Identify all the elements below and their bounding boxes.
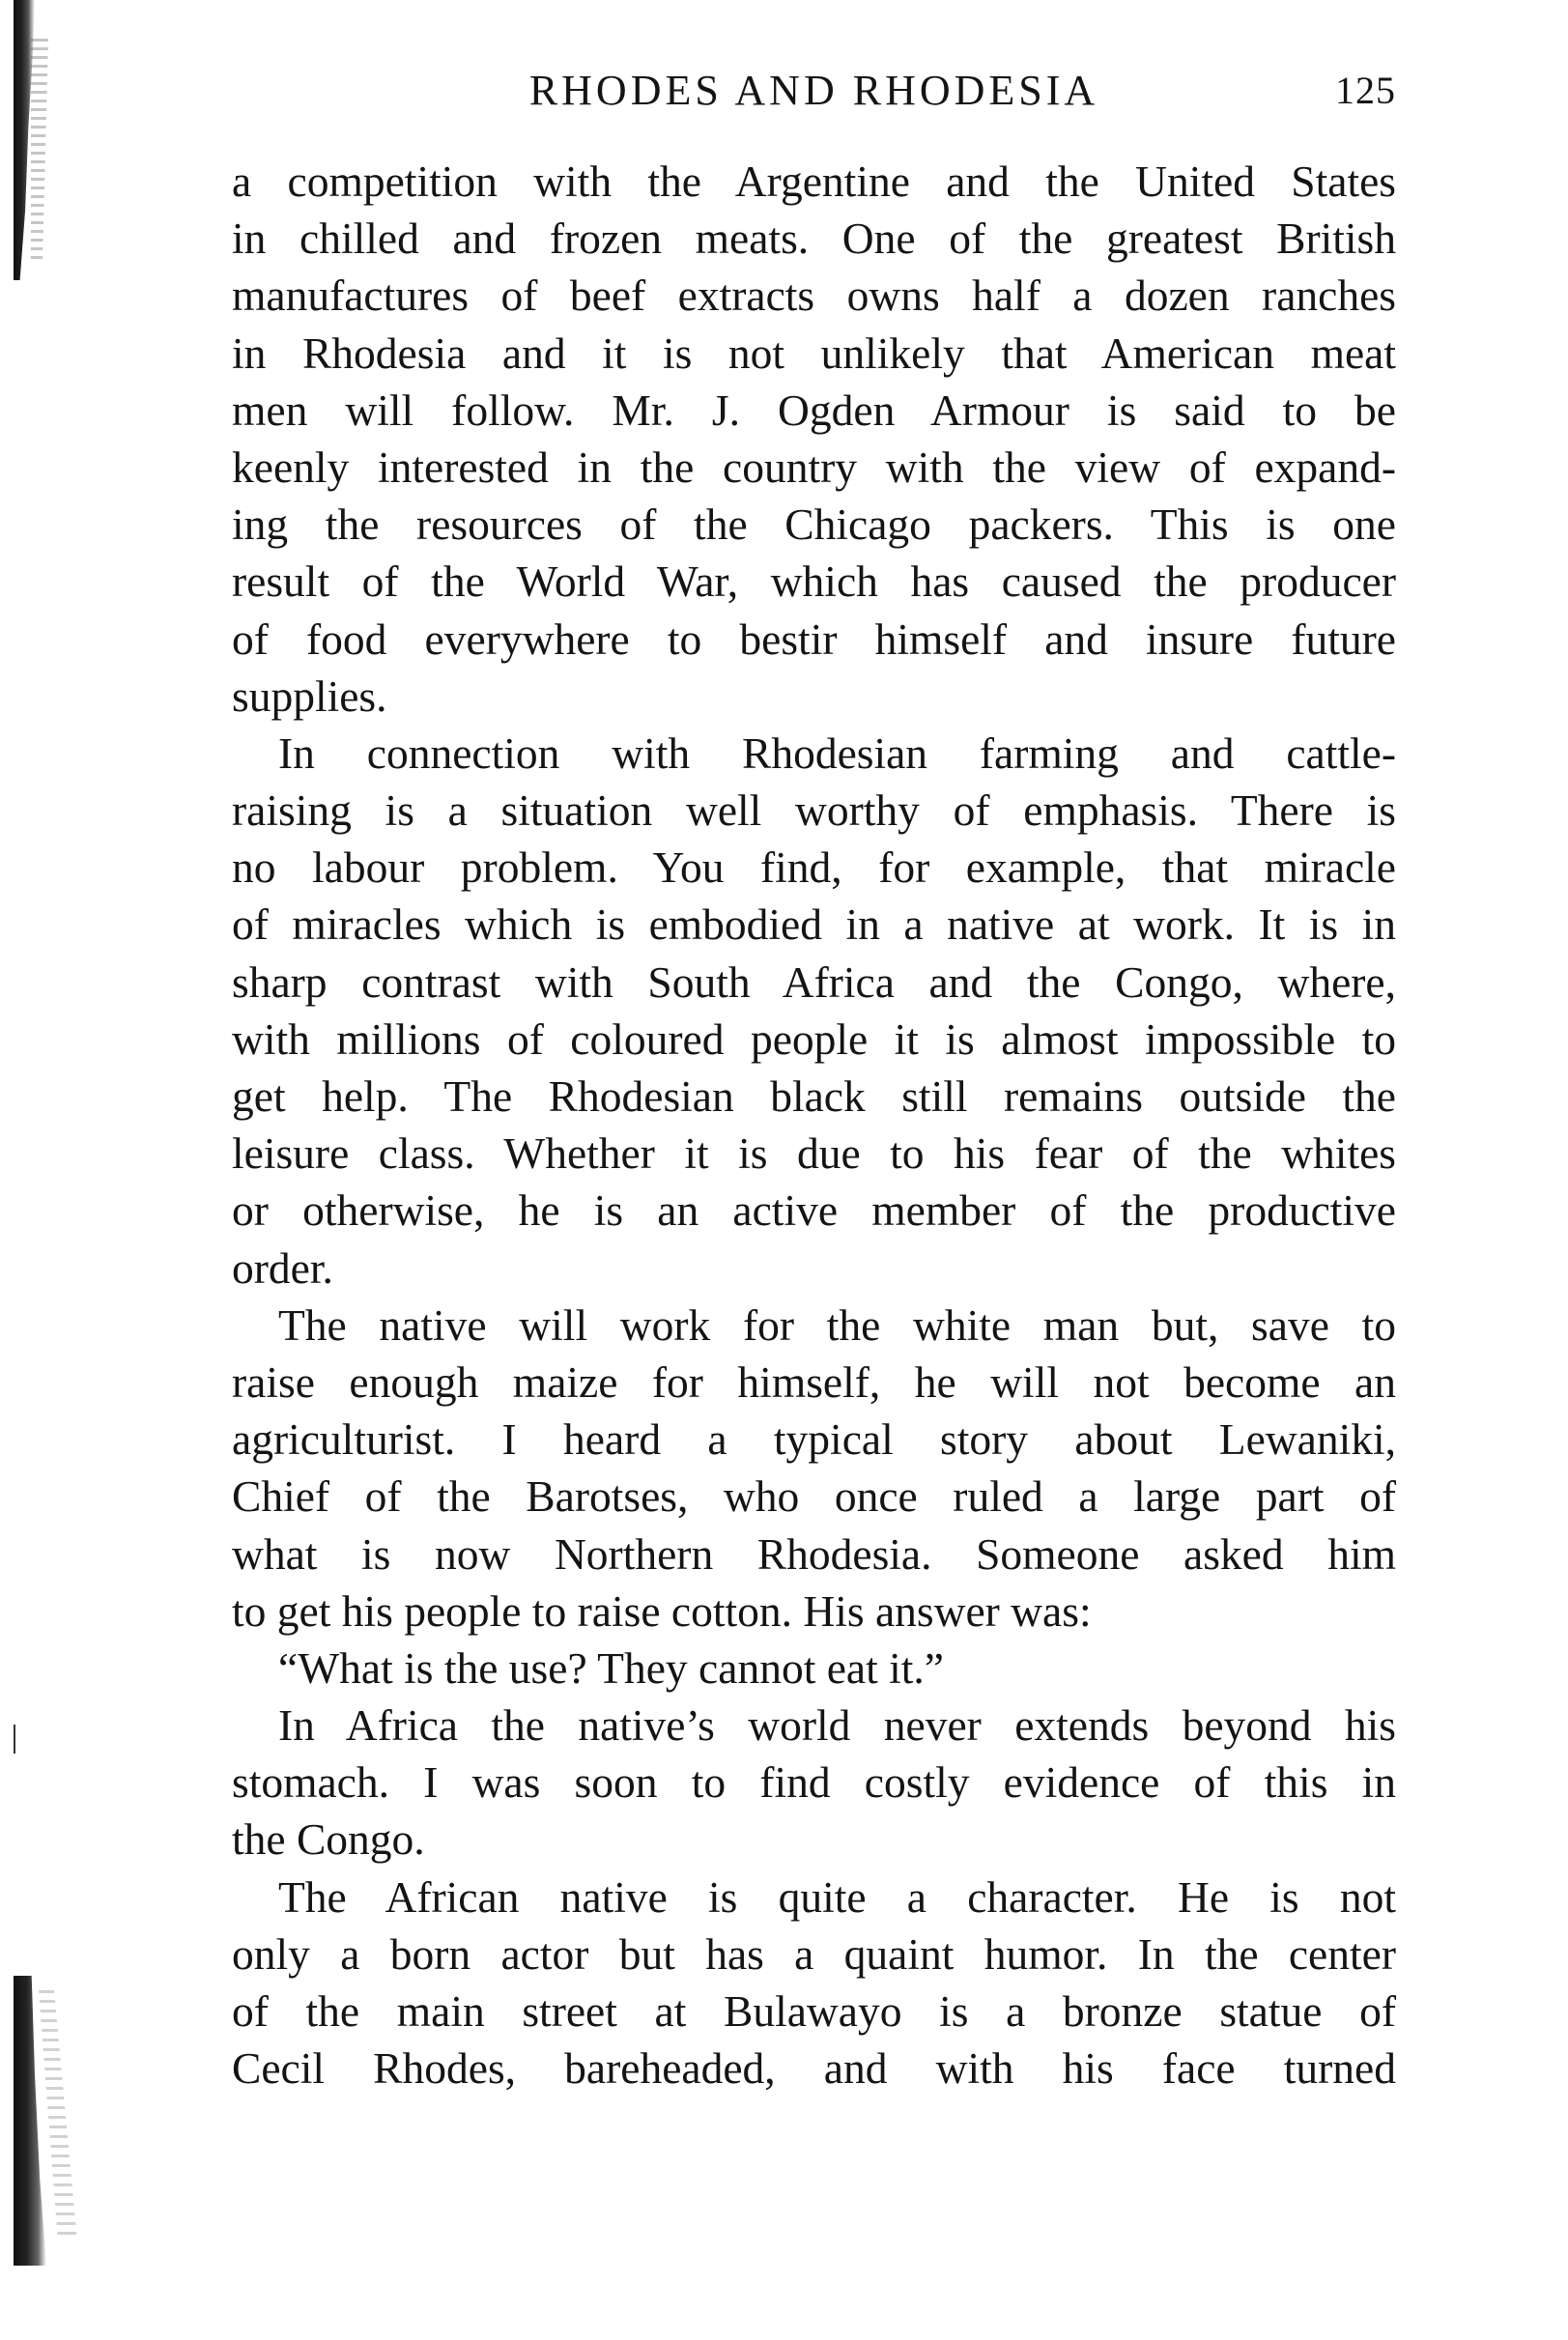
text-line: In connection with Rhodesian farming and cattle- — [278, 728, 1396, 778]
text-line: raise enough maize for himself, he will not become an — [232, 1356, 1396, 1407]
text-line: in chilled and frozen meats. One of the greatest British — [232, 214, 1396, 264]
text-line: in Rhodesia and it is not unlikely that American meat — [232, 328, 1396, 378]
body-text — [232, 153, 1396, 2097]
text-line: what is now Northern Rhodesia. Someone asked him — [232, 1528, 1396, 1579]
text-line: result of the World War, which has caused the producer — [232, 556, 1396, 607]
text-line: supplies. — [232, 671, 387, 721]
text-line: a competition with the Argentine and the United States — [232, 157, 1396, 206]
text-line: Cecil Rhodes, bareheaded, and with his face turned — [232, 2043, 1396, 2094]
text-line: of miracles which is embodied in a native at work. It is in — [232, 899, 1396, 950]
text-line: Chief of the Barotses, who once ruled a large part of — [232, 1471, 1396, 1522]
text-line: manufactures of beef extracts owns half a dozen ranches — [232, 271, 1396, 321]
text-line: no labour problem. You find, for example, that miracle — [232, 842, 1396, 893]
text-line: ing the resources of the Chicago packers. This is one — [232, 499, 1396, 550]
text-line: order. — [232, 1242, 333, 1293]
running-title: RHODES AND RHODESIA — [528, 67, 1099, 114]
running-head — [232, 66, 1396, 124]
text-line: The native will work for the white man but, save to — [278, 1299, 1396, 1350]
text-line: only a born actor but has a quaint humor. In the center — [232, 1928, 1396, 1979]
text-line: of food everywhere to bestir himself and insure future — [232, 614, 1396, 664]
text-line: In Africa the native’s world never extends beyond his — [278, 1700, 1396, 1751]
text-line: sharp contrast with South Africa and the Congo, where, — [232, 956, 1396, 1007]
text-line: agriculturist. I heard a typical story about Lewaniki, — [232, 1414, 1396, 1465]
text-line: leisure class. Whether it is due to his fear of the whites — [232, 1128, 1396, 1179]
scan-mark — [14, 1725, 15, 1754]
text-line: with millions of coloured people it is almost impossible to — [232, 1013, 1396, 1064]
text-line: or otherwise, he is an active member of the productive — [232, 1185, 1396, 1236]
text-line: to get his people to raise cotton. His answer was: — [232, 1585, 1092, 1636]
text-line: “What is the use? They cannot eat it.” — [278, 1642, 944, 1693]
text-line: The African native is quite a character. He is not — [278, 1871, 1396, 1922]
text-line: of the main street at Bulawayo is a bronze statue of — [232, 1986, 1396, 2036]
text-line: stomach. I was soon to find costly evidence of this in — [232, 1757, 1396, 1808]
text-line: men will follow. Mr. J. Ogden Armour is said to be — [232, 385, 1396, 435]
scan-noise-bottom — [39, 1990, 77, 2241]
text-line: the Congo. — [232, 1814, 425, 1865]
page-number: 125 — [1335, 69, 1396, 112]
text-line: get help. The Rhodesian black still remains outside the — [232, 1071, 1396, 1121]
text-line: raising is a situation well worthy of emphasis. There is — [232, 785, 1396, 836]
scan-noise-top — [31, 39, 60, 261]
text-line: keenly interested in the country with the view of expand- — [232, 442, 1396, 492]
